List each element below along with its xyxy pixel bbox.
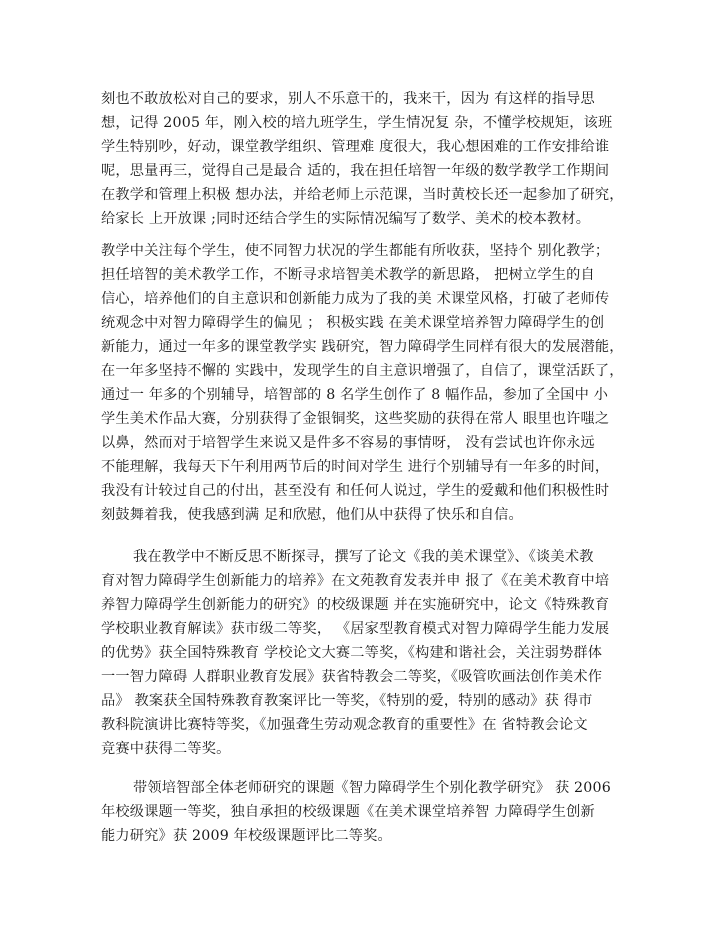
text-line: 在教学和管理上积极 想办法，并给老师上示范课，当时黄校长还一起参加了研究， <box>101 187 624 203</box>
text-line: 担任培智的美术教学工作，不断寻求培智美术教学的新思路， 把树立学生的自 <box>101 267 595 283</box>
text-line: 不能理解，我每天下午利用两节后的时间对学生 进行个别辅导有一年多的时间， <box>101 459 610 475</box>
text-line: 竞赛中获得二等奖。 <box>101 741 231 757</box>
text-line: 养智力障碍学生创新能力的研究》的校级课题 并在实施研究中，论文《特殊教育 <box>101 597 610 613</box>
text-line: 想，记得 2005 年，刚入校的培九班学生，学生情况复 杂，不懂学校规矩，该班 <box>101 115 613 131</box>
text-line: 能力研究》获 2009 年校级课题评比二等奖。 <box>101 828 392 844</box>
text-line: 给家长 上开放课 ;同时还结合学生的实际情况编写了数学、美术的校本教材。 <box>101 211 591 227</box>
text-line: 我没有计较过自己的付出，甚至没有 和任何人说过，学生的爱戴和他们积极性时 <box>101 483 610 499</box>
text-line: 信心，培养他们的自主意识和创新能力成为了我的美 术课堂风格，打破了老师传 <box>101 291 610 307</box>
text-line: 学生美术作品大赛，分别获得了金银铜奖，这些奖励的获得在常人 眼里也许嗤之 <box>101 411 610 427</box>
text-line: 刻也不敢放松对自己的要求，别人不乐意干的，我来干，因为 有这样的指导思 <box>101 91 595 107</box>
text-line: 以鼻，然而对于培智学生来说又是件多不容易的事情呀， 没有尝试也许你永远 <box>101 435 595 451</box>
text-line: 统观念中对智力障碍学生的偏见 ； 积极实践 在美术课堂培养智力障碍学生的创 <box>101 315 605 331</box>
text-line: 一一智力障碍 人群职业教育发展》获省特教会二等奖，《吸管吹画法创作美术作 <box>101 669 603 685</box>
text-line: 教学中关注每个学生，使不同智力状况的学生都能有所收获，坚持个 别化教学； <box>101 243 610 259</box>
text-line: 育对智力障碍学生创新能力的培养》在文苑教育发表并申 报了《在美术教育中培 <box>101 573 610 589</box>
text-line: 带领培智部全体老师研究的课题《智力障碍学生个别化教学研究》 获 2006 <box>133 780 611 796</box>
text-line: 通过一 年多的个别辅导，培智部的 8 名学生创作了 8 幅作品，参加了全国中 小 <box>101 387 609 403</box>
text-line: 在一年多坚持不懈的 实践中，发现学生的自主意识增强了，自信了，课堂活跃了， <box>101 363 624 379</box>
text-line: 的优势》获全国特殊教育 学校论文大赛二等奖，《构建和谐社会，关注弱势群体 <box>101 645 603 661</box>
text-line: 学校职业教育解读》获市级二等奖， 《居家型教育模式对智力障碍学生能力发展 <box>101 621 610 637</box>
text-line: 我在教学中不断反思不断探寻，撰写了论文《我的美术课堂》、《谈美术教 <box>133 549 594 565</box>
text-line: 教科院演讲比赛特等奖，《加强聋生劳动观念教育的重要性》在 省特教会论文 <box>101 717 588 733</box>
text-line: 品》 教案获全国特殊教育教案评比一等奖，《特别的爱，特别的感动》获 得市 <box>101 693 593 709</box>
text-line: 年校级课题一等奖，独自承担的校级课题《在美术课堂培养智 力障碍学生创新 <box>101 804 595 820</box>
text-line: 新能力，通过一年多的课堂教学实 践研究，智力障碍学生同样有很大的发展潜能， <box>101 339 624 355</box>
text-line: 呢，思量再三，觉得自己是最合 适的，我在担任培智一年级的数学教学工作期间 <box>101 163 610 179</box>
text-line: 学生特别吵，好动，课堂教学组织、管理难 度很大，我心想困难的工作安排给谁 <box>101 139 610 155</box>
text-line: 刻鼓舞着我，使我感到满 足和欣慰，他们从中获得了快乐和自信。 <box>101 507 523 523</box>
